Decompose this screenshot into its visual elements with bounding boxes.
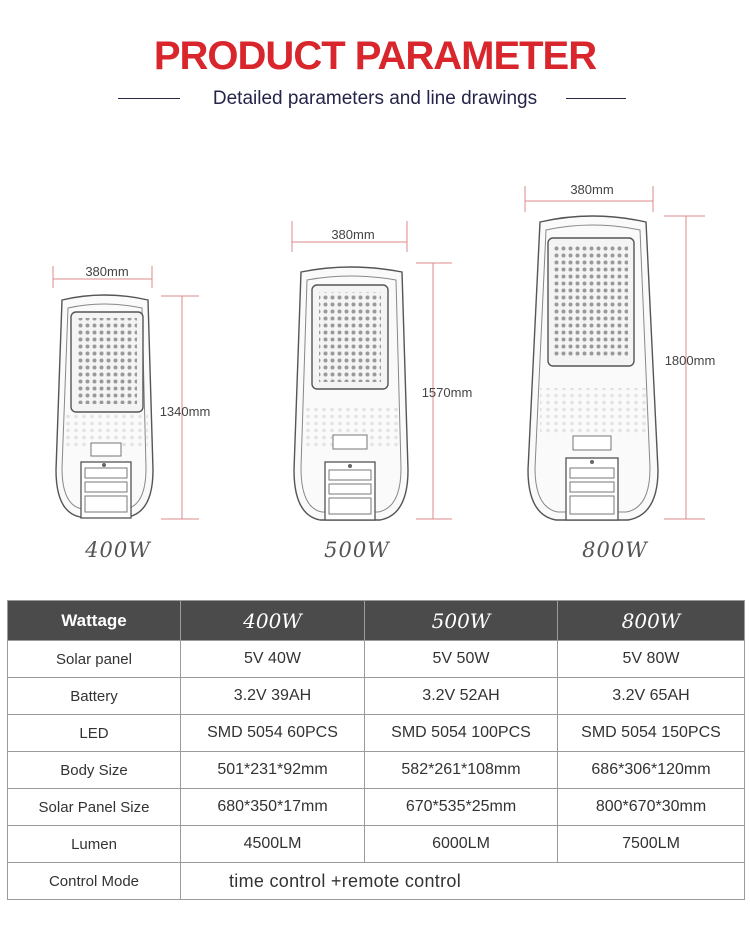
table-row xyxy=(8,715,745,752)
row-label: Solar Panel Size xyxy=(8,789,181,826)
lamp-400w-model-label: 400W xyxy=(85,538,151,562)
lamp-800w-height-label: 1800mm xyxy=(664,353,716,368)
cell-value: 501*231*92mm xyxy=(181,752,365,789)
table-row xyxy=(8,752,745,789)
cell-value: 680*350*17mm xyxy=(181,789,365,826)
row-label: Control Mode xyxy=(8,863,181,900)
line-drawings xyxy=(0,150,750,530)
cell-value: 5V 50W xyxy=(365,641,558,678)
table-row xyxy=(8,789,745,826)
table-row xyxy=(8,826,745,863)
lamp-800w-width-label: 380mm xyxy=(570,182,614,197)
cell-value: 6000LM xyxy=(365,826,558,863)
header-model-800w: 800W xyxy=(558,601,745,641)
spec-header-row xyxy=(8,601,745,641)
control-mode-value: time control +remote control xyxy=(181,863,745,900)
cell-value: 670*535*25mm xyxy=(365,789,558,826)
cell-value: 3.2V 52AH xyxy=(365,678,558,715)
cell-value: 3.2V 39AH xyxy=(181,678,365,715)
row-label: Body Size xyxy=(8,752,181,789)
page-title: PRODUCT PARAMETER xyxy=(153,34,597,78)
cell-value: 3.2V 65AH xyxy=(558,678,745,715)
lamp-500w-drawing xyxy=(292,221,472,520)
header-wattage: Wattage xyxy=(8,601,181,641)
lamp-400w-drawing xyxy=(53,264,210,519)
cell-value: 800*670*30mm xyxy=(558,789,745,826)
row-label: Solar panel xyxy=(8,641,181,678)
subtitle-row xyxy=(0,86,750,112)
cell-value: 686*306*120mm xyxy=(558,752,745,789)
lamp-400w-height-label: 1340mm xyxy=(159,404,211,419)
lamp-500w-model-label: 500W xyxy=(324,538,390,562)
cell-value: 5V 40W xyxy=(181,641,365,678)
lamp-500w-height-label: 1570mm xyxy=(421,385,473,400)
cell-value: 5V 80W xyxy=(558,641,745,678)
lamp-400w-width-label: 380mm xyxy=(85,264,129,279)
cell-value: SMD 5054 100PCS xyxy=(365,715,558,752)
cell-value: SMD 5054 150PCS xyxy=(558,715,745,752)
page-subtitle: Detailed parameters and line drawings xyxy=(212,88,538,109)
row-label: LED xyxy=(8,715,181,752)
cell-value: 7500LM xyxy=(558,826,745,863)
table-row xyxy=(8,863,745,900)
header-model-500w: 500W xyxy=(365,601,558,641)
table-row xyxy=(8,641,745,678)
cell-value: 582*261*108mm xyxy=(365,752,558,789)
lamp-800w-model-label: 800W xyxy=(582,538,648,562)
cell-value: SMD 5054 60PCS xyxy=(181,715,365,752)
table-row xyxy=(8,678,745,715)
header-model-400w: 400W xyxy=(181,601,365,641)
cell-value: 4500LM xyxy=(181,826,365,863)
lamp-800w-drawing xyxy=(525,182,715,520)
subtitle-right-rule xyxy=(566,98,626,99)
lamp-500w-width-label: 380mm xyxy=(331,227,375,242)
spec-table xyxy=(7,600,745,900)
row-label: Lumen xyxy=(8,826,181,863)
row-label: Battery xyxy=(8,678,181,715)
